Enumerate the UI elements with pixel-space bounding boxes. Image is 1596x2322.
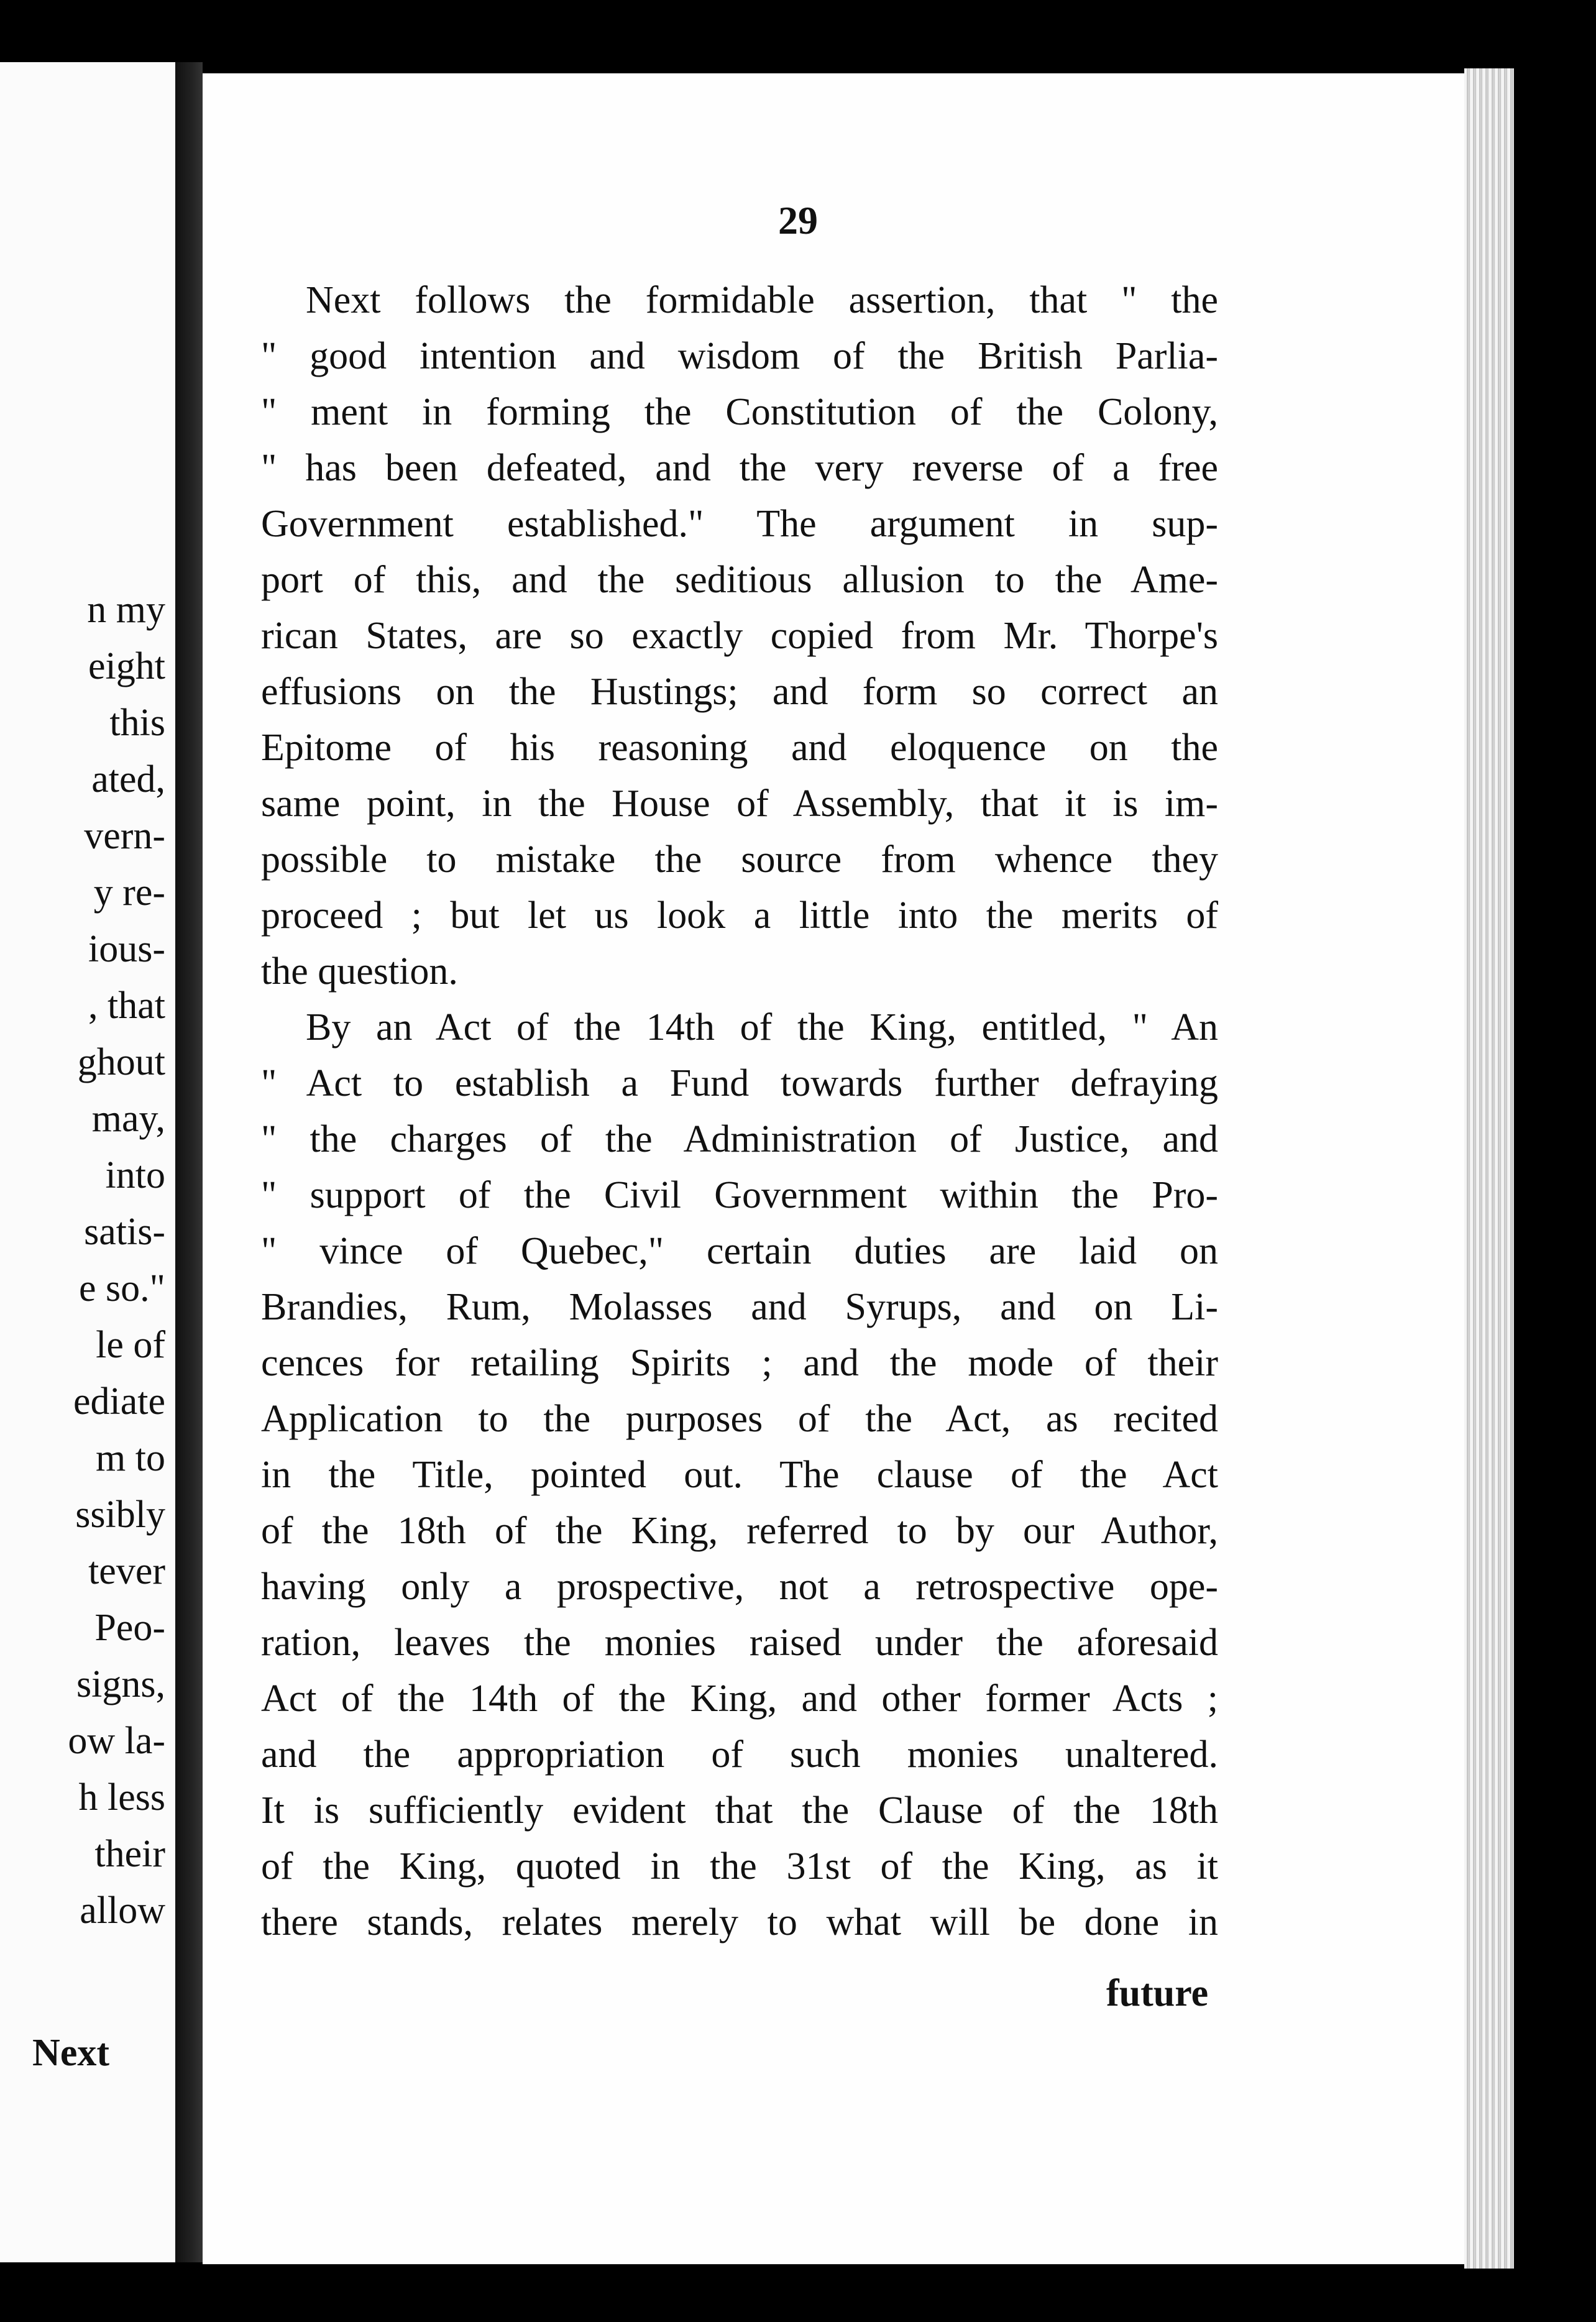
text-line: same point, in the House of Assembly, that it is im- bbox=[261, 782, 1218, 825]
page-number: 29 bbox=[778, 198, 818, 242]
text-line: of the King, quoted in the 31st of the King, as it bbox=[261, 1845, 1218, 1888]
text-line: rican States, are so exactly copied from Mr. Thorpe's bbox=[261, 615, 1218, 657]
text-line: By an Act of the 14th of the King, entitled, " An bbox=[306, 1006, 1218, 1049]
left-page-line: into bbox=[105, 1154, 165, 1196]
text-line: of the 18th of the King, referred to by our Author, bbox=[261, 1510, 1218, 1552]
left-page-line: ated, bbox=[91, 758, 165, 801]
body-text bbox=[261, 272, 1218, 1950]
catchword: future bbox=[1106, 1972, 1209, 2014]
text-line: and the appropriation of such monies unaltered. bbox=[261, 1733, 1218, 1776]
left-page-line: , that bbox=[88, 984, 165, 1027]
left-page-line: ious- bbox=[88, 928, 165, 970]
book-gutter bbox=[175, 62, 203, 2262]
left-page-line: n my bbox=[87, 589, 165, 631]
text-line: " support of the Civil Government within the Pro- bbox=[261, 1174, 1218, 1216]
left-page-line: Peo- bbox=[94, 1607, 165, 1649]
paragraph bbox=[261, 999, 1218, 1950]
text-line: Application to the purposes of the Act, as recited bbox=[261, 1398, 1218, 1440]
text-line: " Act to establish a Fund towards further defraying bbox=[261, 1062, 1218, 1104]
left-page-line: their bbox=[94, 1833, 165, 1875]
left-page-line: ediate bbox=[73, 1380, 165, 1423]
left-page-line: y re- bbox=[93, 871, 165, 914]
left-page-line: ow la- bbox=[68, 1720, 165, 1762]
text-line: port of this, and the seditious allusion to the Ame- bbox=[261, 559, 1218, 601]
text-line: " the charges of the Administration of Justice, and bbox=[261, 1118, 1218, 1160]
page-edges bbox=[1464, 68, 1514, 2269]
text-line: ration, leaves the monies raised under the aforesaid bbox=[261, 1622, 1218, 1664]
text-line: Government established." The argument in sup- bbox=[261, 503, 1218, 545]
text-line: " ment in forming the Constitution of the Colony, bbox=[261, 391, 1218, 433]
left-page-line: ssibly bbox=[75, 1494, 165, 1536]
left-page-line: allow bbox=[80, 1889, 165, 1932]
left-page-line: this bbox=[109, 702, 165, 744]
text-line: effusions on the Hustings; and form so correct an bbox=[261, 671, 1218, 713]
left-page-line: tever bbox=[88, 1550, 165, 1592]
text-line: Epitome of his reasoning and eloquence on the bbox=[261, 727, 1218, 769]
text-line: the question. bbox=[261, 950, 458, 993]
text-line: It is sufficiently evident that the Clause of the 18th bbox=[261, 1789, 1218, 1832]
text-line: in the Title, pointed out. The clause of the Act bbox=[261, 1454, 1218, 1496]
left-page-line: ghout bbox=[77, 1041, 165, 1083]
text-line: Brandies, Rum, Molasses and Syrups, and on Li- bbox=[261, 1286, 1218, 1328]
left-page-fragment bbox=[0, 62, 175, 2262]
left-page-line: satis- bbox=[84, 1211, 165, 1253]
left-page-line: e so." bbox=[79, 1267, 165, 1310]
left-page-line: h less bbox=[78, 1776, 165, 1819]
text-line: Act of the 14th of the King, and other former Acts ; bbox=[261, 1677, 1218, 1720]
left-page-line: signs, bbox=[76, 1663, 165, 1705]
left-page-catchword: Next bbox=[32, 2032, 109, 2074]
text-line: " has been defeated, and the very reverse of a free bbox=[261, 447, 1218, 489]
text-line: " good intention and wisdom of the British Parlia- bbox=[261, 335, 1218, 377]
paragraph bbox=[261, 272, 1218, 999]
text-line: there stands, relates merely to what will be done in bbox=[261, 1901, 1218, 1943]
left-page-line: may, bbox=[91, 1098, 165, 1140]
left-page-line: vern- bbox=[84, 815, 165, 857]
left-page-line: le of bbox=[96, 1324, 165, 1366]
text-line: proceed ; but let us look a little into the merits of bbox=[261, 894, 1218, 937]
text-line: " vince of Quebec," certain duties are laid on bbox=[261, 1230, 1218, 1272]
text-line: cences for retailing Spirits ; and the mode of their bbox=[261, 1342, 1218, 1384]
left-page-line: eight bbox=[88, 645, 165, 687]
left-page-line: m to bbox=[96, 1437, 165, 1479]
text-line: possible to mistake the source from whence they bbox=[261, 838, 1218, 881]
text-line: having only a prospective, not a retrospective ope- bbox=[261, 1566, 1218, 1608]
text-line: Next follows the formidable assertion, that " the bbox=[306, 279, 1218, 321]
